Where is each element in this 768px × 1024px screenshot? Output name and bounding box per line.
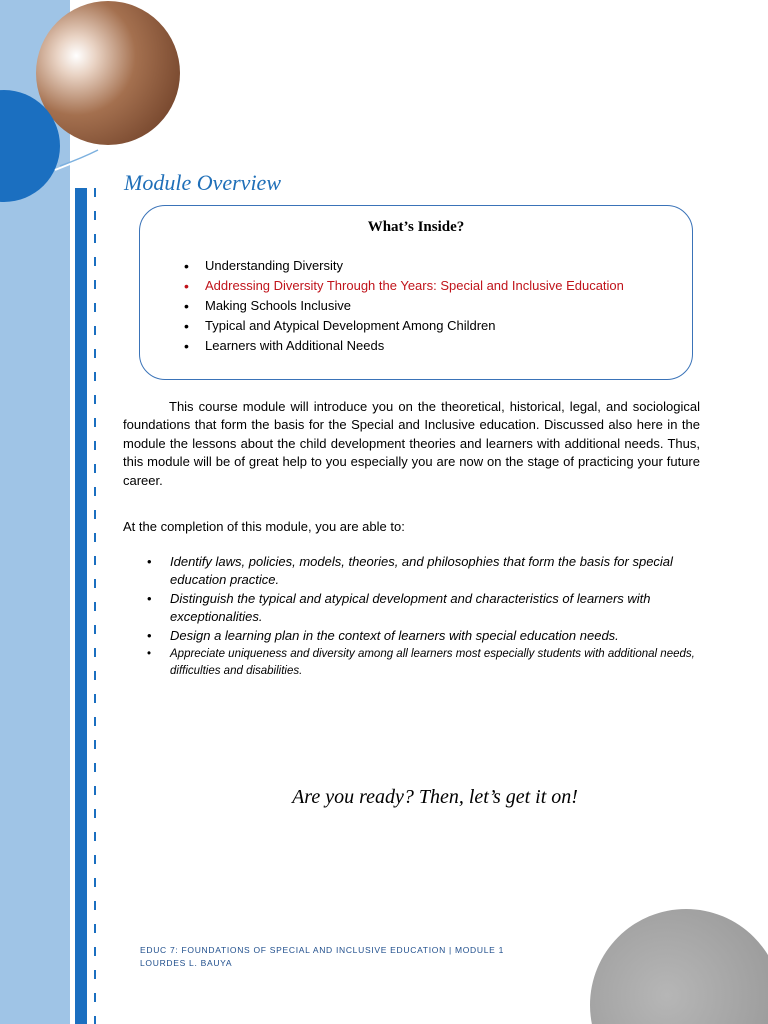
- whats-inside-heading: What’s Inside?: [367, 219, 465, 235]
- objective-item: • Identify laws, policies, models, theories, and philosophies that form the basis for special education practice.: [147, 553, 702, 589]
- objectives-list: [147, 553, 702, 681]
- page-footer: [140, 944, 504, 970]
- page-title: Module Overview: [124, 170, 281, 195]
- objective-item: • Appreciate uniqueness and diversity among all learners most especially students with additional needs, difficulties and disabilities.: [147, 646, 702, 680]
- sidebar-white-stripe: [70, 0, 75, 1024]
- sidebar-dark-stripe: [75, 188, 87, 1024]
- list-item-highlighted: • Addressing Diversity Through the Years: Special and Inclusive Education: [184, 276, 624, 296]
- whats-inside-box: [139, 205, 693, 380]
- footer-course: EDUC 7: FOUNDATIONS OF SPECIAL AND INCLUSIVE EDUCATION | MODULE 1: [140, 945, 504, 955]
- bronze-sphere: [36, 1, 180, 145]
- intro-paragraph: This course module will introduce you on the theoretical, historical, legal, and sociological foundations that form the basis for the Special and Inclusive education. Discussed also here in the module the lessons about the child development theories and learners with additional needs. Thus, this module will be of great help to you especially you are now on the stage of practicing your future career.: [123, 399, 700, 488]
- objective-item: • Distinguish the typical and atypical development and characteristics of learners with exceptionalities.: [147, 590, 702, 626]
- call-to-action: Are you ready? Then, let’s get it on!: [292, 786, 578, 808]
- footer-author: LOURDES L. BAUYA: [140, 958, 233, 968]
- completion-lead: At the completion of this module, you are able to:: [123, 519, 405, 534]
- whats-inside-list: [184, 256, 624, 356]
- list-item: • Typical and Atypical Development Among Children: [184, 316, 624, 336]
- list-item: • Learners with Additional Needs: [184, 336, 624, 356]
- list-item: • Understanding Diversity: [184, 256, 624, 276]
- gray-circle: [590, 909, 768, 1024]
- list-item: • Making Schools Inclusive: [184, 296, 624, 316]
- objective-item: • Design a learning plan in the context of learners with special education needs.: [147, 627, 702, 645]
